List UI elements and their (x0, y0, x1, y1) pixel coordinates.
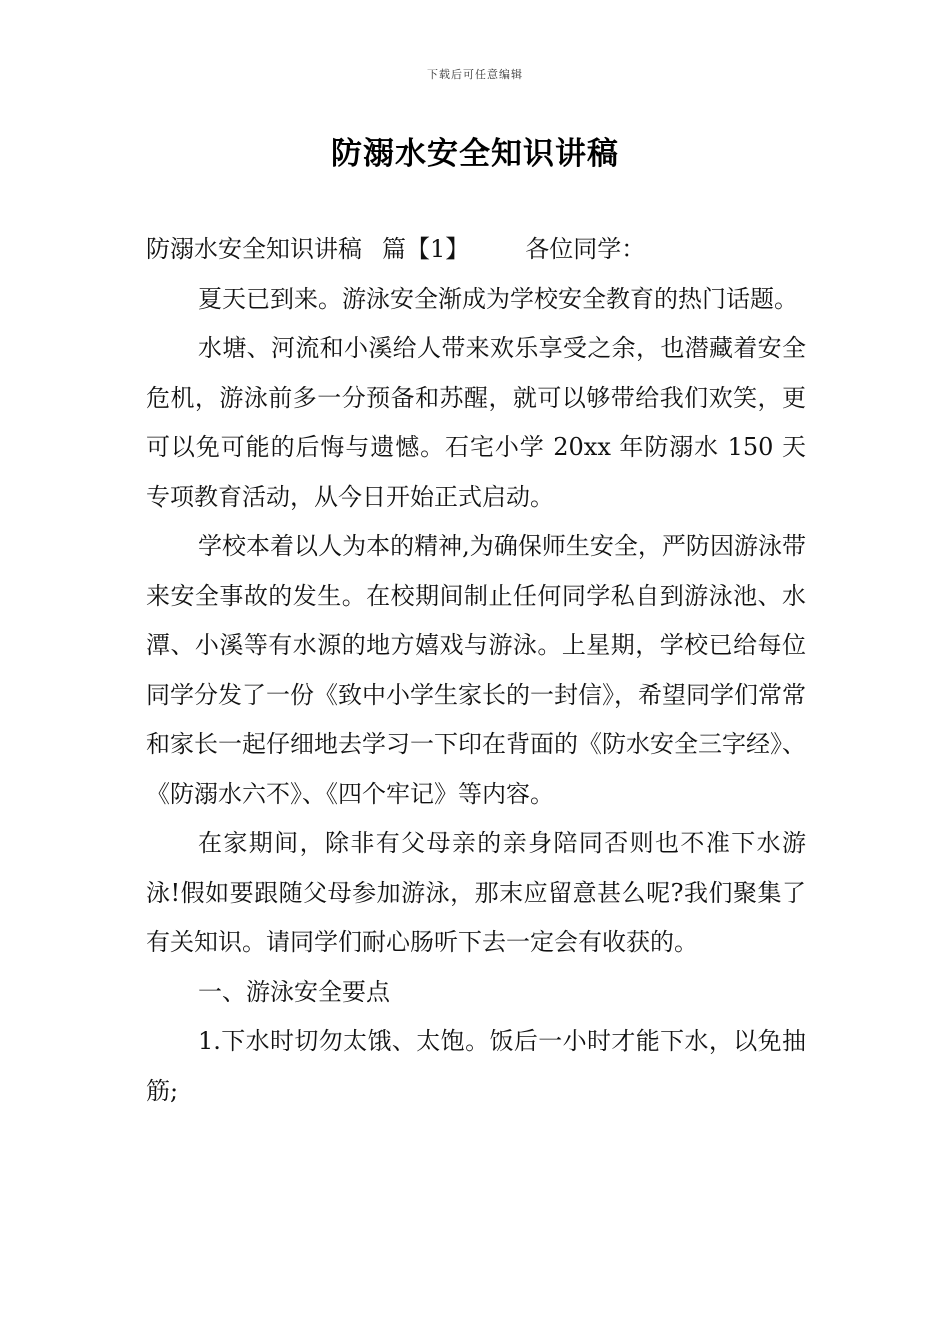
intro-line (146, 225, 806, 275)
intro-greeting: 各位同学： (525, 235, 646, 263)
paragraph: 在家期间，除非有父母亲的亲身陪同否则也不准下水游泳!假如要跟随父母参加游泳，那末应留意甚么呢?我们聚集了有关知识。请同学们耐心肠听下去一定会有收获的。 (146, 829, 806, 956)
header-note: 下载后可任意编辑 (427, 68, 523, 81)
document-title: 防溺水安全知识讲稿 (331, 136, 619, 172)
list-item: 1.下水时切勿太饿、太饱。饭后一小时才能下水，以免抽筋; (146, 1027, 806, 1105)
document-body (146, 225, 806, 1116)
paragraph: 水塘、河流和小溪给人带来欢乐享受之余，也潜藏着安全危机，游泳前多一分预备和苏醒，就可以够带给我们欢笑，更可以免可能的后悔与遗憾。石宅小学 20xx 年防溺水 150 天专项教育活动，从今日开始正式启动。 (146, 334, 806, 511)
intro-section-label: 篇【1】 (382, 235, 470, 263)
intro-doc-name: 防溺水安全知识讲稿 (146, 235, 362, 263)
paragraph: 学校本着以人为本的精神,为确保师生安全，严防因游泳带来安全事故的发生。在校期间制止任何同学私自到游泳池、水潭、小溪等有水源的地方嬉戏与游泳。上星期，学校已给每位同学分发了一份《致中小学生家长的一封信》，希望同学们常常和家长一起仔细地去学习一下印在背面的《防水安全三字经》、《防溺水六不》、《四个牢记》等内容。 (146, 532, 806, 808)
paragraph: 夏天已到来。游泳安全渐成为学校安全教育的热门话题。 (198, 284, 798, 313)
section-heading: 一、游泳安全要点 (198, 977, 390, 1006)
